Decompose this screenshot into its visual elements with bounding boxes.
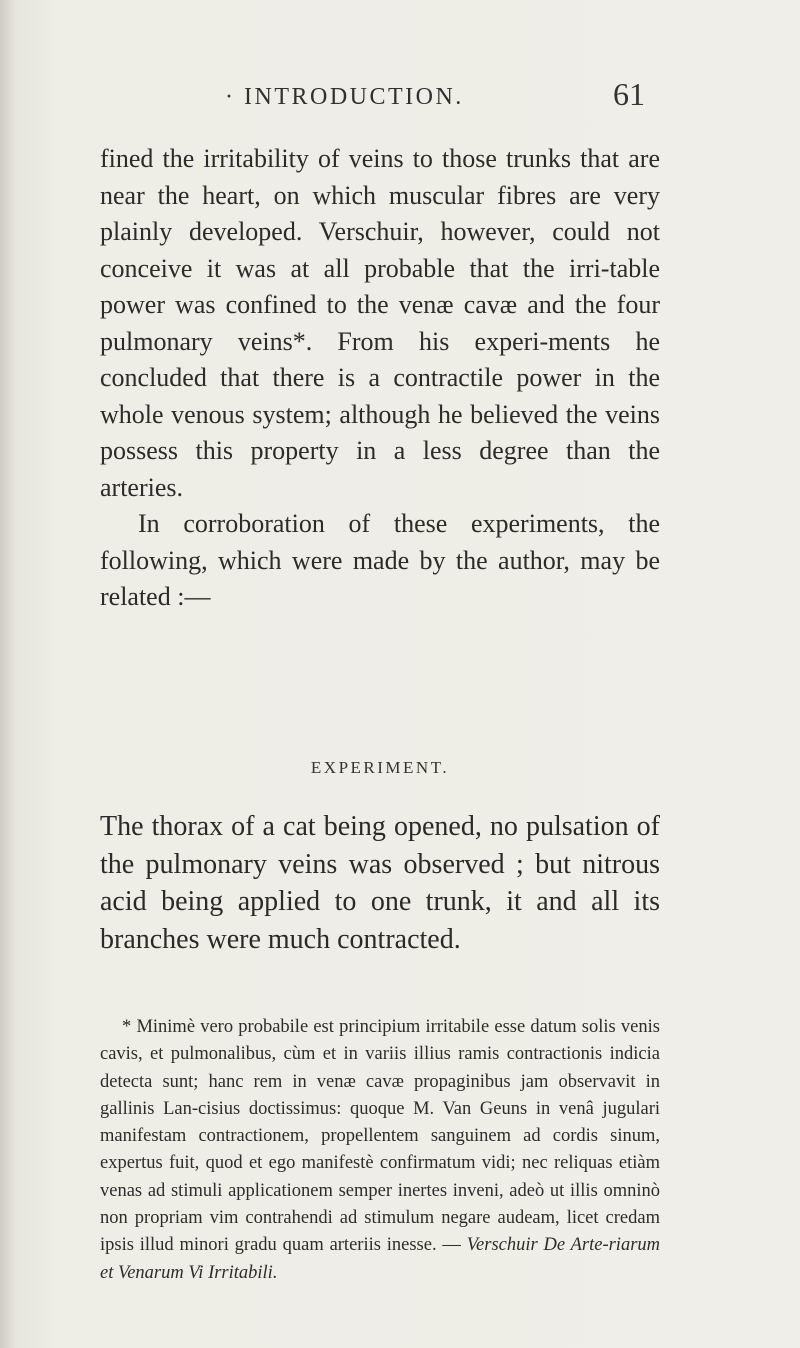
experiment-text: [100, 808, 660, 958]
experiment-paragraph: The thorax of a cat being opened, no pulsation of the pulmonary veins was observed ; but nitrous acid being applied to one trunk, it and all its branches were much contracted.: [100, 811, 660, 955]
footnote-text: * Minimè vero probabile est principium irritabile esse datum solis venis cavis, et pulmonalibus, cùm et in variis illius ramis contractionis indicia detecta sunt; hanc rem in venæ cavæ propaginibus jam observavit in gallinis Lan-cisius doctissimus: quoque M. Van Geuns in venâ jugulari manifestam contractionem, propellentem sanguinem ad cordis sinum, expertus fuit, quod et ego manifestè confirmatum vidi; nec reliquas etiàm venas ad stimuli applicationem semper inertes inveni, adeò ut illis omninò non propriam vim contrahendi ad stimulum negare audeam, licet credam ipsis illud minori gradu quam arteriis inesse. —: [100, 1017, 660, 1256]
footnote-paragraph: [100, 1014, 660, 1287]
main-text: [100, 141, 660, 616]
page-number: 61: [613, 76, 645, 112]
running-title: · INTRODUCTION.: [225, 84, 464, 110]
footnote-source: Verschuir De Arte-riarum et Venarum Vi Irritabili.: [100, 1235, 661, 1283]
paragraph-2: In corroboration of these experiments, the following, which were made by the author, may be related :—: [100, 509, 660, 611]
experiment-heading: EXPERIMENT.: [310, 758, 450, 777]
footnote: [100, 1014, 660, 1287]
paragraph-1: fined the irritability of veins to those trunks that are near the heart, on which muscular fibres are very plainly developed. Verschuir, however, could not conceive it was at all probable that the irri-table power was confined to the venæ cavæ and the four pulmonary veins*. From his experi-ments he concluded that there is a contractile power in the whole venous system; although he believed the veins possess this property in a less degree than the arteries.: [100, 144, 660, 502]
page-gutter-shadow: [0, 0, 14, 1348]
running-head: [225, 76, 645, 116]
